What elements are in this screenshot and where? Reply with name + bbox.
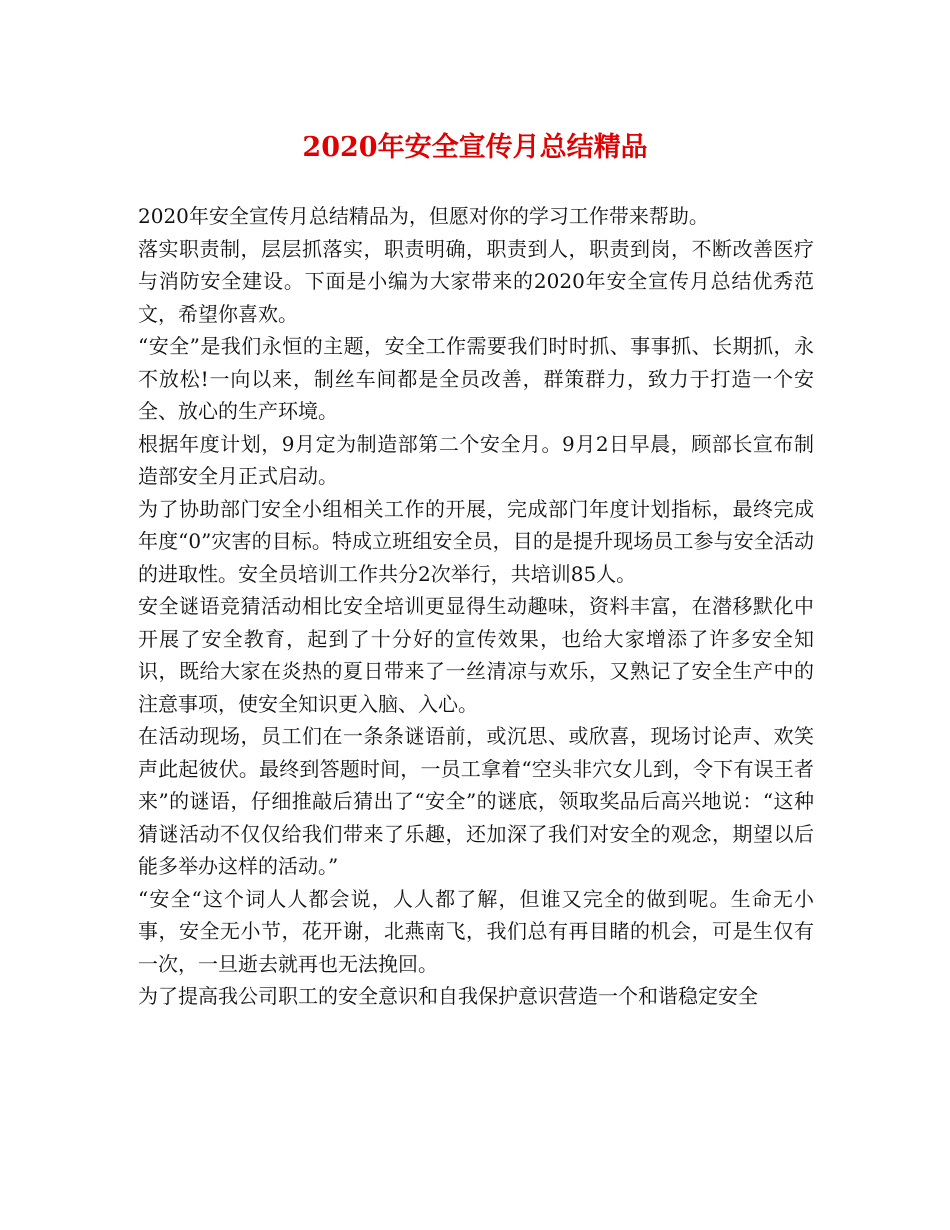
paragraph: 为了协助部门安全小组相关工作的开展，完成部门年度计划指标，最终完成年度“0”灾害的目标。特成立班组安全员，目的是提升现场员工参与安全活动的进取性。安全员培训工作共分2次举行，共培训85人。 (138, 496, 814, 586)
paragraph: 2020年安全宣传月总结精品为，但愿对你的学习工作带来帮助。 (138, 204, 709, 228)
document-title: 2020年安全宣传月总结精品 (302, 132, 648, 163)
paragraph: 在活动现场，员工们在一条条谜语前，或沉思、或欣喜，现场讨论声、欢笑声此起彼伏。最终到答题时间，一员工拿着“空头非穴女儿到，令下有误王者来”的谜语，仔细推敲后猜出了“安全”的谜底，领取奖品后高兴地说：“这种猜谜活动不仅仅给我们带来了乐趣，还加深了我们对安全的观念，期望以后能多举办这样的活动。” (138, 724, 814, 878)
paragraph: 安全谜语竞猜活动相比安全培训更显得生动趣味，资料丰富，在潜移默化中开展了安全教育，起到了十分好的宣传效果，也给大家增添了许多安全知识，既给大家在炎热的夏日带来了一丝清凉与欢乐，又熟记了安全生产中的注意事项，使安全知识更入脑、入心。 (138, 594, 814, 716)
paragraph: “安全“这个词人人都会说，人人都了解，但谁又完全的做到呢。生命无小事，安全无小节，花开谢，北燕南飞，我们总有再目睹的机会，可是生仅有一次，一旦逝去就再也无法挽回。 (138, 886, 814, 976)
document-body (138, 200, 814, 1013)
paragraph: “安全”是我们永恒的主题，安全工作需要我们时时抓、事事抓、长期抓，永不放松!一向以来，制丝车间都是全员改善，群策群力，致力于打造一个安全、放心的生产环境。 (138, 334, 814, 423)
paragraph: 落实职责制，层层抓落实，职责明确，职责到人，职责到岗，不断改善医疗与消防安全建设。下面是小编为大家带来的2020年安全宣传月总结优秀范文，希望你喜欢。 (138, 236, 814, 326)
paragraph: 为了提高我公司职工的安全意识和自我保护意识营造一个和谐稳定安全 (138, 984, 758, 1008)
paragraph: 根据年度计划，9月定为制造部第二个安全月。9月2日早晨，顾部长宣布制造部安全月正式启动。 (138, 431, 814, 488)
